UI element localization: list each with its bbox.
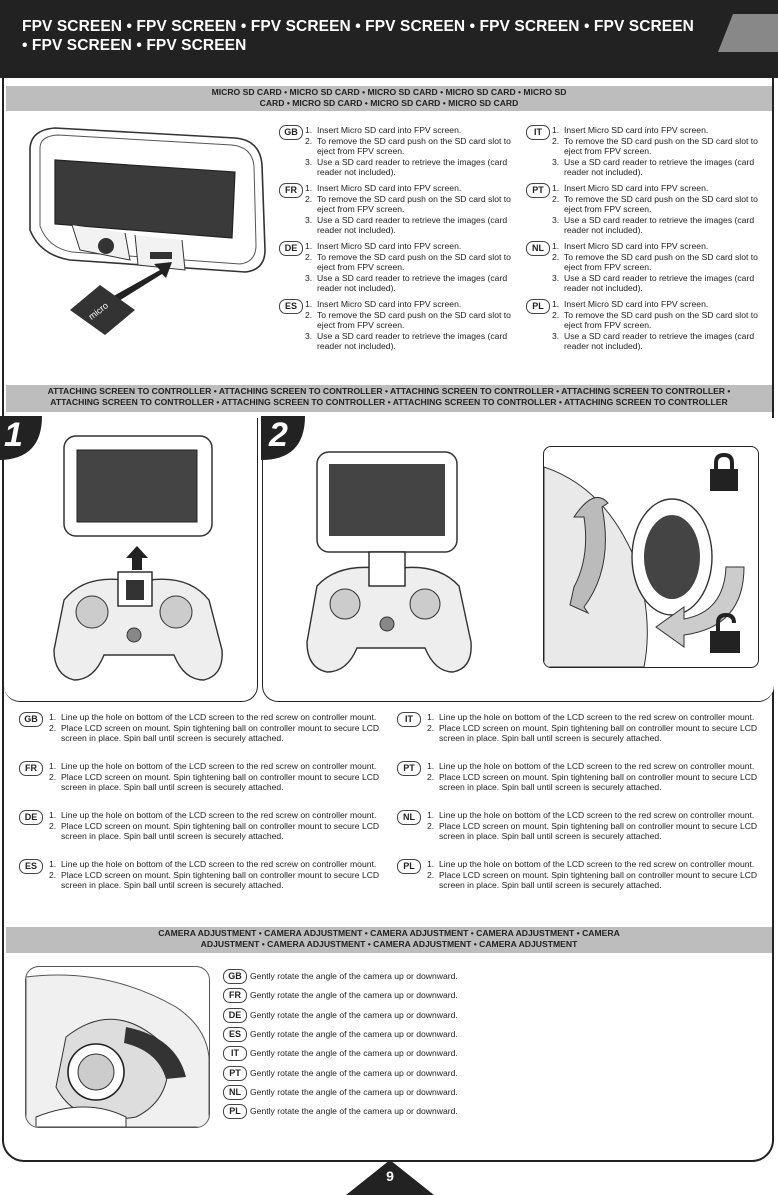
step-text: Line up the hole on bottom of the LCD screen to the red screw on controller mount. xyxy=(439,810,755,820)
step-text: Place LCD screen on mount. Spin tightening ball on controller mount to secure LCD screen in place. Spin ball until screen is securely attached. xyxy=(61,869,380,890)
step-number: 1. xyxy=(552,183,560,193)
svg-text:micro: micro xyxy=(86,300,111,322)
step-number: 2. xyxy=(305,251,313,262)
step-text: Use a SD card reader to retrieve the images (card reader not included). xyxy=(564,330,755,351)
step-2-illustration xyxy=(299,446,499,686)
language-badge: FR xyxy=(223,988,247,1003)
step-number: 1. xyxy=(49,712,57,722)
header-tab-decoration xyxy=(718,14,778,52)
step-number: 1. xyxy=(427,859,435,869)
instruction-step xyxy=(305,125,517,136)
step-text: Place LCD screen on mount. Spin tightening ball on controller mount to secure LCD screen in place. Spin ball until screen is securely attached. xyxy=(61,722,380,743)
step-number: 2. xyxy=(552,135,560,146)
step-text: To remove the SD card push on the SD card slot to eject from FPV screen. xyxy=(317,193,511,214)
instruction-step xyxy=(49,712,387,723)
instruction-step xyxy=(552,157,764,178)
step-number: 2. xyxy=(49,771,57,782)
step-text: To remove the SD card push on the SD card slot to eject from FPV screen. xyxy=(317,309,511,330)
step-number: 1. xyxy=(305,125,313,135)
step-number: 1. xyxy=(427,810,435,820)
step-text: Use a SD card reader to retrieve the images (card reader not included). xyxy=(564,214,755,235)
instruction-step xyxy=(427,712,765,723)
step-1-panel xyxy=(4,418,258,702)
step-text: Place LCD screen on mount. Spin tightening ball on controller mount to secure LCD screen in place. Spin ball until screen is securely attached. xyxy=(61,771,380,792)
camera-row-text: Gently rotate the angle of the camera up or downward. xyxy=(250,1067,458,1078)
instruction-step xyxy=(305,241,517,252)
step-text: Insert Micro SD card into FPV screen. xyxy=(317,125,462,135)
step-number: 3. xyxy=(305,330,313,341)
step-text: Use a SD card reader to retrieve the images (card reader not included). xyxy=(317,330,508,351)
language-badge: IT xyxy=(397,712,421,727)
step-text: To remove the SD card push on the SD card slot to eject from FPV screen. xyxy=(317,251,511,272)
step-text: Use a SD card reader to retrieve the images (card reader not included). xyxy=(317,272,508,293)
step-number: 3. xyxy=(305,272,313,283)
step-text: Use a SD card reader to retrieve the images (card reader not included). xyxy=(564,156,755,177)
language-badge: NL xyxy=(397,810,421,825)
step-text: Insert Micro SD card into FPV screen. xyxy=(317,299,462,309)
step-number: 3. xyxy=(552,156,560,167)
instruction-step xyxy=(552,215,764,236)
instruction-step xyxy=(427,821,765,842)
step-number: 1. xyxy=(49,810,57,820)
camera-row-text: Gently rotate the angle of the camera up or downward. xyxy=(250,990,458,1001)
instruction-step xyxy=(305,194,517,215)
instruction-step xyxy=(552,125,764,136)
step-number: 2. xyxy=(305,135,313,146)
step-number: 1. xyxy=(305,183,313,193)
instruction-step xyxy=(305,157,517,178)
tightening-ball-illustration xyxy=(544,447,758,667)
step-text: Line up the hole on bottom of the LCD screen to the red screw on controller mount. xyxy=(439,859,755,869)
instruction-step xyxy=(305,331,517,352)
instruction-step xyxy=(49,859,387,870)
language-badge: PL xyxy=(526,299,550,314)
step-text: Place LCD screen on mount. Spin tightening ball on controller mount to secure LCD screen in place. Spin ball until screen is securely attached. xyxy=(439,771,758,792)
instruction-step xyxy=(427,810,765,821)
language-badge: ES xyxy=(279,299,303,314)
instruction-step xyxy=(427,870,765,891)
instruction-step xyxy=(552,273,764,294)
step-number: 3. xyxy=(552,214,560,225)
language-badge: PL xyxy=(223,1104,247,1119)
step-number: 3. xyxy=(552,330,560,341)
instruction-step xyxy=(552,183,764,194)
language-badge: DE xyxy=(279,241,303,256)
step-text: Line up the hole on bottom of the LCD screen to the red screw on controller mount. xyxy=(61,712,377,722)
step-number: 1. xyxy=(49,859,57,869)
step-text: Place LCD screen on mount. Spin tightening ball on controller mount to secure LCD screen in place. Spin ball until screen is securely attached. xyxy=(439,820,758,841)
instruction-step xyxy=(305,310,517,331)
sd-section-title xyxy=(6,86,772,111)
camera-row-text: Gently rotate the angle of the camera up or downward. xyxy=(250,1086,458,1097)
instruction-step xyxy=(49,772,387,793)
language-badge: DE xyxy=(223,1008,247,1023)
step-1-illustration xyxy=(44,430,234,690)
step-number: 2. xyxy=(427,722,435,733)
step-number: 1. xyxy=(552,299,560,309)
step-text: Insert Micro SD card into FPV screen. xyxy=(317,183,462,193)
camera-section-title xyxy=(6,927,772,953)
step-text: Insert Micro SD card into FPV screen. xyxy=(317,241,462,251)
camera-row-text: Gently rotate the angle of the camera up or downward. xyxy=(250,971,458,981)
step-number: 1. xyxy=(305,299,313,309)
step-text: To remove the SD card push on the SD card slot to eject from FPV screen. xyxy=(564,251,758,272)
step-text: Use a SD card reader to retrieve the images (card reader not included). xyxy=(564,272,755,293)
step-text: Line up the hole on bottom of the LCD screen to the red screw on controller mount. xyxy=(439,712,755,722)
instruction-step xyxy=(427,772,765,793)
step-number: 2. xyxy=(49,820,57,831)
step-number: 2. xyxy=(305,193,313,204)
camera-illustration-box xyxy=(25,966,210,1128)
step-2-panel xyxy=(262,418,774,702)
camera-row-text: Gently rotate the angle of the camera up or downward. xyxy=(250,1106,458,1117)
step-text: Insert Micro SD card into FPV screen. xyxy=(564,125,709,135)
instruction-step xyxy=(552,310,764,331)
language-badge: ES xyxy=(19,859,43,874)
step-number: 1. xyxy=(552,241,560,251)
step-text: To remove the SD card push on the SD card slot to eject from FPV screen. xyxy=(564,193,758,214)
language-badge: FR xyxy=(279,183,303,198)
page-number: 9 xyxy=(386,1168,394,1184)
instruction-step xyxy=(552,136,764,157)
language-badge: DE xyxy=(19,810,43,825)
step-2-number: 2 xyxy=(269,416,288,454)
arrow-icon xyxy=(126,546,148,570)
language-badge: PT xyxy=(397,761,421,776)
step-number: 2. xyxy=(427,869,435,880)
step-text: Insert Micro SD card into FPV screen. xyxy=(564,183,709,193)
camera-row-text: Gently rotate the angle of the camera up or downward. xyxy=(250,1009,458,1020)
language-badge: GB xyxy=(223,969,247,984)
step-text: Place LCD screen on mount. Spin tightening ball on controller mount to secure LCD screen in place. Spin ball until screen is securely attached. xyxy=(61,820,380,841)
instruction-step xyxy=(552,331,764,352)
step-number: 1. xyxy=(305,241,313,251)
step-text: Insert Micro SD card into FPV screen. xyxy=(564,241,709,251)
language-badge: IT xyxy=(526,125,550,140)
step-number: 1. xyxy=(552,125,560,135)
step-number: 2. xyxy=(427,820,435,831)
step-number: 2. xyxy=(49,869,57,880)
instruction-step xyxy=(427,761,765,772)
lock-icon xyxy=(710,453,738,491)
camera-row-text: Gently rotate the angle of the camera up or downward. xyxy=(250,1028,458,1039)
sd-section-title-text: MICRO SD CARD • MICRO SD CARD • MICRO SD CARD • MICRO SD CARD • MICRO SD CARD • MICRO SD CARD • MICRO SD CARD • MICRO SD CARD xyxy=(211,87,567,108)
instruction-step xyxy=(305,136,517,157)
instruction-step xyxy=(49,810,387,821)
instruction-step xyxy=(305,299,517,310)
step-number: 2. xyxy=(49,722,57,733)
language-badge: PT xyxy=(526,183,550,198)
step-text: To remove the SD card push on the SD card slot to eject from FPV screen. xyxy=(564,309,758,330)
zoom-detail-box xyxy=(543,446,759,668)
arrow-icon xyxy=(110,262,172,304)
step-text: Insert Micro SD card into FPV screen. xyxy=(564,299,709,309)
attach-section-title-text: ATTACHING SCREEN TO CONTROLLER • ATTACHING SCREEN TO CONTROLLER • ATTACHING SCREEN TO CONTROLLER • ATTACHING SCREEN TO CONTROLLER • ATTACHING SCREEN TO CONTROLLER • ATTACHING SCREEN TO CONTROLLER • ATTACHING SCREEN TO CONTROLLER • ATTACHING SCREEN TO CONTROLLER xyxy=(47,386,731,407)
language-badge: PL xyxy=(397,859,421,874)
instruction-step xyxy=(49,821,387,842)
instruction-step xyxy=(305,183,517,194)
step-text: Use a SD card reader to retrieve the images (card reader not included). xyxy=(317,214,508,235)
language-badge: FR xyxy=(19,761,43,776)
step-text: Use a SD card reader to retrieve the images (card reader not included). xyxy=(317,156,508,177)
step-number: 2. xyxy=(552,251,560,262)
step-number: 2. xyxy=(552,193,560,204)
fpv-screen-sd-illustration xyxy=(10,120,275,338)
language-badge: NL xyxy=(526,241,550,256)
instruction-step xyxy=(49,723,387,744)
step-number: 1. xyxy=(49,761,57,771)
instruction-step xyxy=(305,273,517,294)
step-number: 2. xyxy=(305,309,313,320)
language-badge: ES xyxy=(223,1027,247,1042)
language-badge: IT xyxy=(223,1046,247,1061)
step-number: 2. xyxy=(427,771,435,782)
step-text: Line up the hole on bottom of the LCD screen to the red screw on controller mount. xyxy=(439,761,755,771)
step-text: Place LCD screen on mount. Spin tightening ball on controller mount to secure LCD screen in place. Spin ball until screen is securely attached. xyxy=(439,869,758,890)
language-badge: GB xyxy=(19,712,43,727)
instruction-step xyxy=(552,299,764,310)
step-text: Line up the hole on bottom of the LCD screen to the red screw on controller mount. xyxy=(61,859,377,869)
instruction-step xyxy=(552,241,764,252)
step-number: 3. xyxy=(552,272,560,283)
language-badge: PT xyxy=(223,1066,247,1081)
step-text: Line up the hole on bottom of the LCD screen to the red screw on controller mount. xyxy=(61,761,377,771)
step-text: To remove the SD card push on the SD card slot to eject from FPV screen. xyxy=(564,135,758,156)
instruction-step xyxy=(49,761,387,772)
step-number: 1. xyxy=(427,712,435,722)
camera-row-text: Gently rotate the angle of the camera up or downward. xyxy=(250,1048,458,1059)
step-number: 3. xyxy=(305,214,313,225)
instruction-step xyxy=(305,215,517,236)
instruction-step xyxy=(552,252,764,273)
step-text: Place LCD screen on mount. Spin tightening ball on controller mount to secure LCD screen in place. Spin ball until screen is securely attached. xyxy=(439,722,758,743)
camera-section-title-text: CAMERA ADJUSTMENT • CAMERA ADJUSTMENT • CAMERA ADJUSTMENT • CAMERA ADJUSTMENT • CAMERA ADJUSTMENT • CAMERA ADJUSTMENT • CAMERA ADJUSTMENT • CAMERA ADJUSTMENT xyxy=(158,928,620,949)
step-number: 2. xyxy=(552,309,560,320)
step-text: Line up the hole on bottom of the LCD screen to the red screw on controller mount. xyxy=(61,810,377,820)
camera-adjust-illustration xyxy=(26,967,209,1127)
attach-section-title xyxy=(6,385,772,412)
language-badge: GB xyxy=(279,125,303,140)
language-badge: NL xyxy=(223,1085,247,1100)
instruction-step xyxy=(427,859,765,870)
step-number: 3. xyxy=(305,156,313,167)
step-text: To remove the SD card push on the SD card slot to eject from FPV screen. xyxy=(317,135,511,156)
instruction-step xyxy=(427,723,765,744)
step-1-number: 1 xyxy=(4,416,23,454)
page-header xyxy=(0,0,778,78)
page-title: FPV SCREEN • FPV SCREEN • FPV SCREEN • FPV SCREEN • FPV SCREEN • FPV SCREEN • FPV SCREEN • FPV SCREEN xyxy=(22,18,694,54)
instruction-step xyxy=(49,870,387,891)
step-number: 1. xyxy=(427,761,435,771)
instruction-step xyxy=(305,252,517,273)
instruction-step xyxy=(552,194,764,215)
